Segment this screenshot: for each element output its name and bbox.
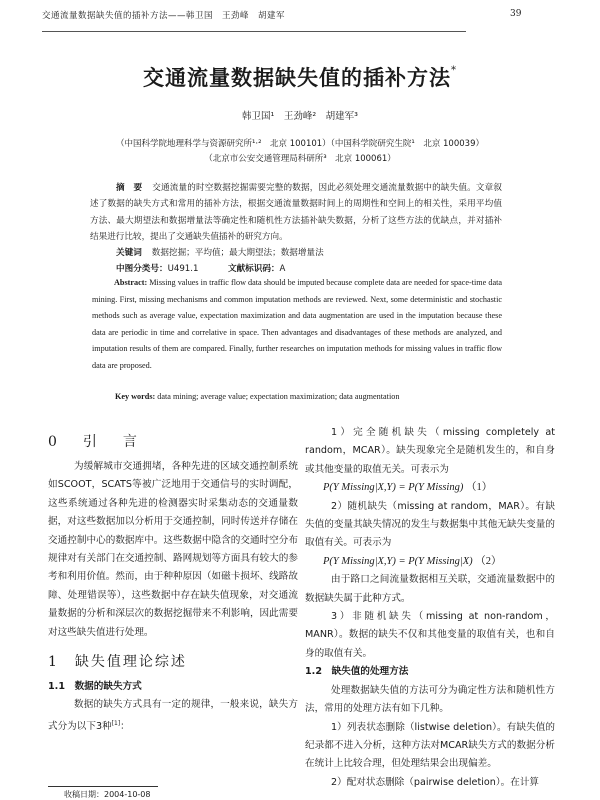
- authors: 韩卫国¹ 王劲峰² 胡建军³: [242, 111, 358, 122]
- pairwise-deletion-item: 2）配对状态删除（pairwise deletion）。在计算: [331, 776, 540, 788]
- title-footnote-mark: *: [451, 65, 457, 76]
- listwise-deletion-item: 1）列表状态删除（listwise deletion）。有缺失值的纪录都不进入分析，这种方法对MCAR缺失方式的数据分析在统计上比较合理，但处理结果会出现偏差。: [305, 721, 555, 770]
- keywords-en-text: data mining; average value; expectation maximization; data augmentation: [157, 392, 400, 401]
- mcar-item: 1）完全随机缺失（missing completely at random，MCAR）。缺失现象完全是随机发生的，和自身或其他变量的取值无关。可表示为: [305, 427, 555, 475]
- equation-2: [305, 553, 555, 571]
- equation-1-body: P(Y Missing|X,Y) = P(Y Missing): [323, 482, 464, 494]
- running-header: 交通流量数据缺失值的插补方法——韩卫国 王劲峰 胡建军: [42, 11, 286, 21]
- equation-1: [305, 479, 555, 497]
- paper-title: [0, 62, 600, 92]
- keywords-en-label: Key words:: [115, 392, 156, 401]
- mar-note: 由于路口之间流量数据相互关联，交通流量数据中的数据缺失属于此种方式。: [305, 574, 555, 604]
- paper-title-text: 交通流量数据缺失值的插补方法: [143, 65, 451, 90]
- equation-2-body: P(Y Missing|X,Y) = P(Y Missing|X): [323, 555, 473, 567]
- header-rule: [42, 31, 466, 32]
- page-number: 39: [510, 9, 522, 19]
- subsection-1-2-paragraph: 处理数据缺失值的方法可分为确定性方法和随机性方法，常用的处理方法有如下几种。: [305, 684, 555, 715]
- subsection-1-2-heading: 1.2 缺失值的处理方法: [305, 666, 409, 678]
- equation-1-number: （1）: [465, 482, 493, 494]
- abstract-english: [92, 275, 502, 374]
- received-date-footnote: 收稿日期：2004-10-08: [64, 790, 151, 799]
- sub11-text: 数据的缺失方式具有一定的规律，一般来说，缺失方式分为以下3种: [48, 699, 298, 733]
- footnote-rule: [48, 786, 158, 787]
- keywords-cn: [90, 245, 502, 261]
- mnar-item: 3）非随机缺失（missing at non-random，MANR）。数据的缺失不仅和其他变量的取值有关，也和自身的取值有关。: [305, 611, 555, 659]
- citation-1: [1]: [111, 719, 121, 727]
- affiliation-line-2: （北京市公安交通管理局科研所³ 北京 100061）: [204, 154, 396, 164]
- equation-2-number: （2）: [475, 555, 502, 567]
- abstract-cn-paragraph: [90, 180, 502, 245]
- keywords-cn-label: 关键词: [116, 248, 142, 259]
- abstract-en-paragraph: [92, 275, 502, 374]
- abstract-cn-text: 交通流量的时空数据挖掘需要完整的数据，因此必须处理交通流量数据中的缺失值。文章叙述了数据的缺失方式和常用的插补方法，根据交通流量数据时间上的周期性和空间上的相关性，采用平均值方法、最大期望法和数据增量法等确定性和随机性方法插补缺失数据，分析了这些方法的优缺点，并对插补结果进行比较，提出了交通缺失值插补的研究方向。: [90, 183, 502, 242]
- section-0-heading: 0 引 言: [48, 434, 143, 450]
- abstract-en-label: Abstract:: [114, 278, 148, 287]
- keywords-cn-text: 数据挖掘；平均值；最大期望法；数据增量法: [151, 248, 324, 259]
- right-column: [305, 424, 555, 792]
- abstract-en-text: Missing values in traffic flow data should be imputed because complete data are needed for space-time data mining. First, missing mechanisms and common imputation methods are reviewed. Next, some deterministic and stochastic methods such as average value, expectation maximization and data augmentation are used in the imputation because these data are periodic in time and correlative in space. Then advantages and disadvantages of these methods are analyzed, and imputation results of them are compared. Finally, further researches on imputation methods for missing values in traffic flow data are proposed.: [92, 278, 502, 370]
- intro-paragraph: 为缓解城市交通拥堵，各种先进的区域交通控制系统如SCOOT，SCATS等被广泛地用于交通信号的实时调配，这些系统通过各种先进的检测器实时采集动态的交通量数据，对这些数据加以分析用于交通控制，同时传送并存储在交通控制中心的数据库中。这些数据中隐含的交通时空分布规律对有关部门在交通控制、路网规划等方面具有较大的参考和利用价值。然而，由于种种原因（如磁卡损坏、线路故障、处理错误等），这些数据中存在缺失值现象，对交通流量数据的分析和深层次的数据挖掘带来不利影响，因此需要对这些缺失值进行处理。: [48, 461, 298, 638]
- subsection-1-1-heading: 1.1 数据的缺失方式: [48, 681, 142, 693]
- left-column: [48, 432, 298, 736]
- section-1-heading: 1 缺失值理论综述: [48, 654, 187, 671]
- mar-item: 2）随机缺失（missing at random，MAR）。有缺失值的变量其缺失情况的发生与数据集中其他无缺失变量的取值有关。可表示为: [305, 500, 555, 549]
- doc-code-label: 文献标识码：: [227, 264, 280, 275]
- doc-code-value: A: [279, 264, 286, 275]
- affiliation-line-1: （中国科学院地理科学与资源研究所¹·² 北京 100101）（中国科学院研究生院¹ 北京 100039）: [116, 139, 484, 149]
- abstract-cn-label: 摘 要: [116, 183, 143, 193]
- subsection-1-1-paragraph: [48, 696, 298, 736]
- abstract-chinese: [90, 180, 502, 278]
- sub11-end: ：: [120, 721, 130, 733]
- clc-label: 中图分类号：: [116, 264, 168, 275]
- keywords-english: [115, 392, 505, 401]
- clc-value: U491.1: [167, 264, 199, 275]
